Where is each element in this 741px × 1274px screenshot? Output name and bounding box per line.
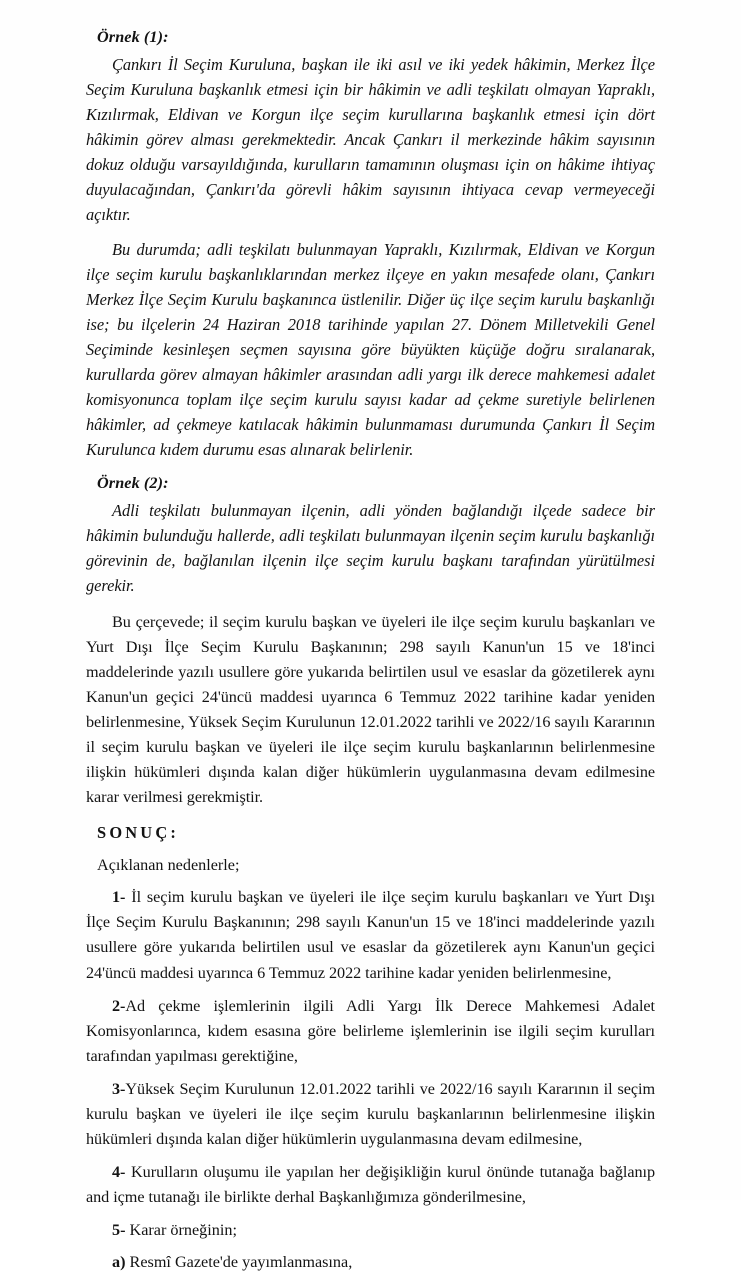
example-1-paragraph-1: Çankırı İl Seçim Kuruluna, başkan ile iki asıl ve iki yedek hâkimin, Merkez İlçe Seçim Kuruluna başkanlık etmesi için bir hâkimin ve adli teşkilatı olmayan Yapraklı, Kızılırmak, Eldivan ve Korgun ilçe seçim kurullarına başkanlık etmesi için dört hâkimin görev alması gerekmektedir. Ancak Çankırı il merkezinde hâkim sayısının dokuz olduğu varsayıldığında, kurulların tamamının oluşması için on hâkime ihtiyaç duyulacağından, Çankırı'da görevli hâkim sayısının ihtiyaca cevap vermeyeceği açıktır. [86, 54, 655, 225]
conclusion-heading: SONUÇ: [97, 822, 180, 842]
item-number: 3- [112, 1079, 126, 1098]
paragraph-spacer [86, 464, 655, 472]
paragraph-spacer [86, 229, 655, 237]
conclusion-intro: Açıklanan nedenlerle; [97, 856, 240, 875]
list-spacer [86, 1242, 655, 1250]
item-text: Karar örneğinin; [125, 1220, 237, 1239]
subitem-text: Resmî Gazete'de yayımlanmasına, [125, 1253, 353, 1272]
item-text: Kurulların oluşumu ile yapılan her değişikliğin kurul önünde tutanağa bağlanıp and içme tutanağı ile birlikte derhal Başkanlığımıza gönderilmesine, [86, 1162, 655, 1206]
framework-paragraph: Bu çerçevede; il seçim kurulu başkan ve üyeleri ile ilçe seçim kurulu başkanları ve Yurt Dışı İlçe Seçim Kurulu Başkanının; 298 sayılı Kanun'un 15 ve 18'inci maddelerinde yazılı usullere göre yukarıda belirtilen usul ve esaslar da gözetilerek aynı Kanun'un geçici 24'üncü maddesi uyarınca 6 Temmuz 2022 tarihine kadar yeniden belirlenmesine, Yüksek Seçim Kurulunun 12.01.2022 tarihli ve 2022/16 sayılı Kararının il seçim kurulu başkan ve üyeleri ile ilçe seçim kurulu başkanlarının belirlenmesine ilişkin hükümleri dışında kalan diğer hükümlerin uygulanmasına devam edilmesine karar verilmesi gerekmiştir. [86, 613, 655, 807]
document-body [86, 26, 655, 1274]
item-number: 5- [112, 1220, 126, 1239]
example-2-heading: Örnek (2): [97, 474, 169, 493]
item-text: İl seçim kurulu başkan ve üyeleri ile ilçe seçim kurulu başkanları ve Yurt Dışı İlçe Seçim Kurulu Başkanının; 298 sayılı Kanun'un 15 ve 18'inci maddelerinde yazılı usullere göre yukarıda belirtilen usul ve esaslar da gözetilerek aynı Kanun'un geçici 24'üncü maddesi uyarınca 6 Temmuz 2022 tarihine kadar yeniden belirlenmesine, [86, 888, 655, 982]
conclusion-item-1 [86, 885, 655, 985]
list-spacer [86, 877, 655, 885]
example-1-heading: Örnek (1): [97, 28, 169, 46]
conclusion-subitem-a [86, 1250, 655, 1274]
conclusion-item-5 [86, 1218, 655, 1242]
item-number: 4- [112, 1162, 126, 1181]
list-spacer [86, 1210, 655, 1218]
section-spacer [86, 813, 655, 821]
subitem-letter: a) [112, 1253, 126, 1272]
conclusion-item-3 [86, 1077, 655, 1152]
list-spacer [86, 986, 655, 994]
example-1-paragraph-2: Bu durumda; adli teşkilatı bulunmayan Yapraklı, Kızılırmak, Eldivan ve Korgun ilçe seçim kurulu başkanlıklarından merkez ilçeye en yakın mesafede olanı, Çankırı Merkez İlçe Seçim Kurulu başkanınca üstlenilir. Diğer üç ilçe seçim kurulu başkanlığı ise; bu ilçelerin 24 Haziran 2018 tarihinde yapılan 27. Dönem Milletvekili Genel Seçiminde kesinleşen seçmen sayısına göre büyükten küçüğe doğru sıralanarak, kurullarda görev almayan hâkimler arasından adli yargı ilk derece mahkemesi adalet komisyonunca toplam ilçe seçim kurulu sayısı kadar ad çekme suretiyle belirlenen hâkimler, ad çekmeye katılacak hâkimin bulunmaması durumunda Çankırı İl Seçim Kurulunca kıdem durumu esas alınarak belirlenir. [86, 240, 655, 460]
item-text: Yüksek Seçim Kurulunun 12.01.2022 tarihli ve 2022/16 sayılı Kararının il seçim kurulu başkan ve üyeleri ile ilçe seçim kurulu başkanlarının belirlenmesine ilişkin hükümleri dışında kalan diğer hükümlerin uygulanmasına devam edilmesine, [86, 1079, 655, 1148]
conclusion-item-2 [86, 994, 655, 1069]
item-number: 2- [112, 996, 126, 1015]
list-spacer [86, 1069, 655, 1077]
item-number: 1- [112, 888, 126, 907]
item-text: Ad çekme işlemlerinin ilgili Adli Yargı İlk Derece Mahkemesi Adalet Komisyonlarınca, kıdem esasına göre belirleme işlemlerinin ise ilgili seçim kurulları tarafından yapılması gerektiğine, [86, 996, 655, 1065]
example-2-paragraph-1: Adli teşkilatı bulunmayan ilçenin, adli yönden bağlandığı ilçede sadece bir hâkimin bulunduğu hallerde, adli teşkilatı bulunmayan ilçenin seçim kurulu başkanlığı görevinin de, bağlanılan ilçenin ilçe seçim kurulu başkanı tarafından yürütülmesi gerekir. [86, 501, 655, 596]
conclusion-item-4 [86, 1160, 655, 1210]
heading-spacer [86, 845, 655, 853]
section-spacer [86, 600, 655, 610]
list-spacer [86, 1152, 655, 1160]
